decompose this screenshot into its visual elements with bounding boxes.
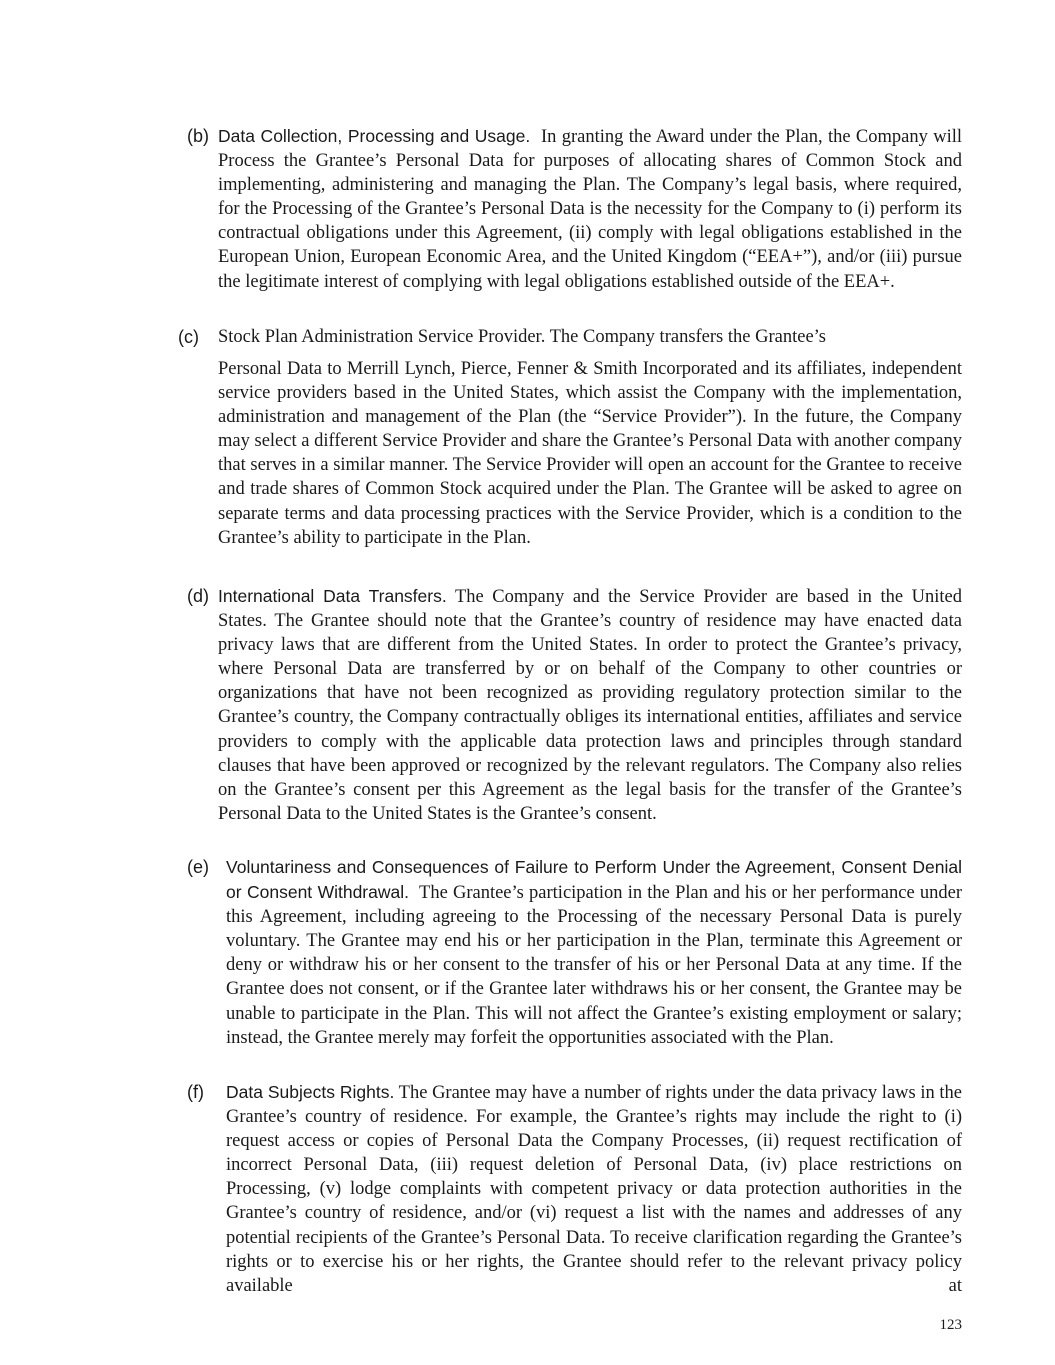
section-f-text: The Grantee may have a number of rights under the data privacy laws in the Grantee’s country of residence. For example, the Grantee’s rights may include the right to (i) request access or copies of Personal Data the Company Processes, (ii) request rectification of incorrect Personal Data, (iii) request deletion of Personal Data, (iv) place restrictions on Processing, (v) lodge complaints with competent privacy or data protection authorities in the Grantee’s country of residence, and/or (vi) request a list with the names and addresses of any potential recipients of the Grantee’s Personal Data. To receive clarification regarding the Grantee’s rights or to exercise his or her rights, the Grantee should refer to the relevant privacy policy available at xyxy=(226,1083,963,1296)
section-b-label: (b) xyxy=(187,126,209,146)
section-e-heading: Voluntariness and Consequences of Failure to Perform Under the Agreement, Consent Denial or Consent Withdrawal. xyxy=(226,857,962,903)
section-b-heading: Data Collection, Processing and Usage. xyxy=(218,126,531,146)
section-d-body xyxy=(218,584,962,826)
section-d-text: The Company and the Service Provider are based in the United States. The Grantee should note that the Grantee’s country of residence may have enacted data privacy laws that are different from the United States. In order to protect the Grantee’s privacy, where Personal Data are transferred by or on behalf of the Company to other countries or organizations that have not been recognized as providing regulatory protection similar to the Grantee’s country, the Company contractually obliges its international entities, affiliates and service providers to comply with the applicable data protection laws and principles through standard clauses that have been approved or recognized by the relevant regulators. The Company also relies on the Grantee’s consent per this Agreement as the legal basis for the transfer of the Grantee’s Personal Data to the United States is the Grantee’s consent. xyxy=(218,587,962,824)
section-c-label: (c) xyxy=(178,327,199,347)
section-e-body xyxy=(226,855,962,1050)
section-b-body xyxy=(218,124,962,294)
section-d-heading: International Data Transfers. xyxy=(218,586,447,606)
section-e-label: (e) xyxy=(187,857,209,877)
section-f-label: (f) xyxy=(187,1082,204,1102)
section-c-first-line: Stock Plan Administration Service Provider. The Company transfers the Grantee’s xyxy=(218,327,826,347)
section-d-label: (d) xyxy=(187,586,209,606)
section-f-body xyxy=(226,1080,962,1298)
section-f-heading: Data Subjects Rights. xyxy=(226,1082,395,1102)
page-number: 123 xyxy=(939,1317,962,1333)
section-e-text: The Grantee’s participation in the Plan and his or her performance under this Agreement, including agreeing to the Processing of the necessary Personal Data is purely voluntary. The Grantee may end his or her participation in the Plan, terminate this Agreement or deny or withdraw his or her consent to the transfer of his or her Personal Data at any time. If the Grantee does not consent, or if the Grantee later withdraws his or her consent, the Grantee may be unable to participate in the Plan. This will not affect the Grantee’s existing employment or salary; instead, the Grantee merely may forfeit the opportunities associated with the Plan. xyxy=(226,883,962,1048)
section-b-text: In granting the Award under the Plan, the Company will Process the Grantee’s Personal Data for purposes of allocating shares of Common Stock and implementing, administering and managing the Plan. The Company’s legal basis, where required, for the Processing of the Grantee’s Personal Data is the necessity for the Company to (i) perform its contractual obligations under this Agreement, (ii) comply with legal obligations established in the European Union, European Economic Area, and the United Kingdom (“EEA+”), and/or (iii) pursue the legitimate interest of complying with legal obligations established outside of the EEA+. xyxy=(218,127,962,292)
section-c-text: Personal Data to Merrill Lynch, Pierce, Fenner & Smith Incorporated and its affiliates, independent service providers based in the United States, which assist the Company with the implementation, administration and management of the Plan (the “Service Provider”). In the future, the Company may select a different Service Provider and share the Grantee’s Personal Data with another company that serves in a similar manner. The Service Provider will open an account for the Grantee to receive and trade shares of Common Stock acquired under the Plan. The Grantee will be asked to agree on separate terms and data processing practices with the Service Provider, which is a condition to the Grantee’s ability to participate in the Plan. xyxy=(218,359,962,548)
